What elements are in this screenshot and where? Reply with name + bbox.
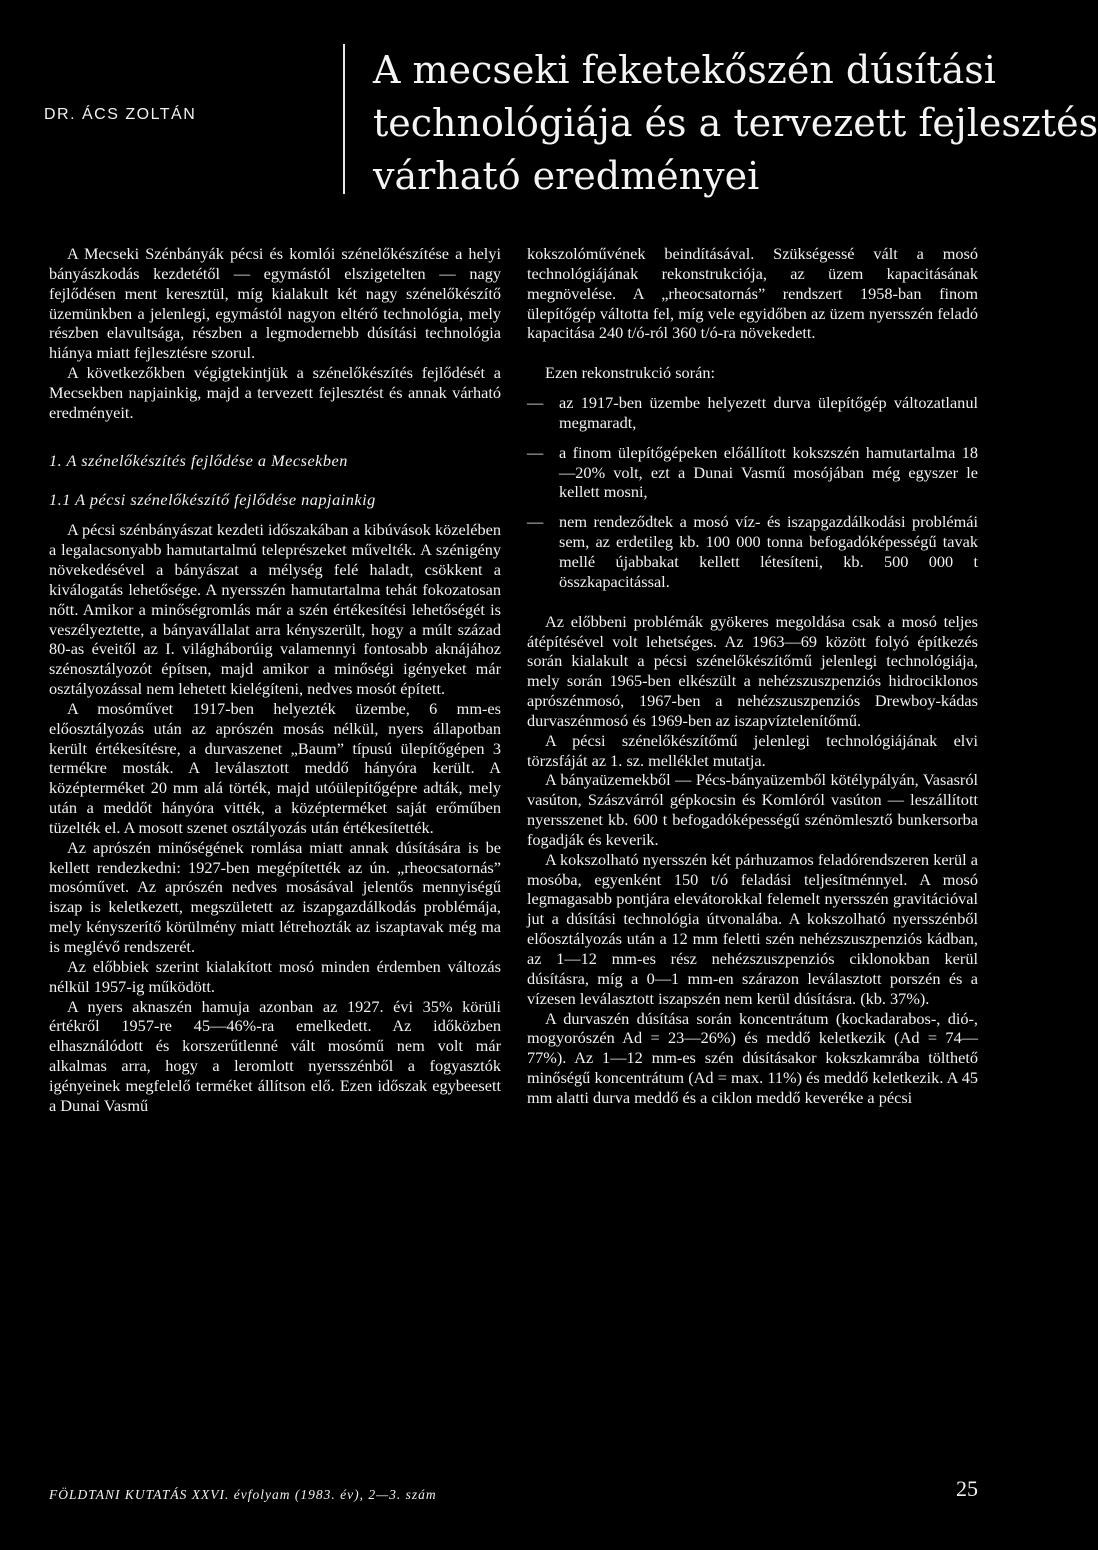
subsection-heading: 1.1 A pécsi szénelőkészítő fejlődése napjainkig bbox=[49, 490, 376, 510]
title-divider bbox=[343, 44, 345, 194]
section-heading: 1. A szénelőkészítés fejlődése a Mecsekben bbox=[49, 450, 348, 470]
paragraph: Ezen rekonstrukció során: bbox=[545, 363, 715, 383]
journal-citation: FÖLDTANI KUTATÁS XXVI. évfolyam (1983. év), 2—3. szám bbox=[49, 1487, 437, 1502]
dash-list bbox=[527, 393, 978, 592]
paragraph: Az előbbiek szerint kialakított mosó minden érdemben változás nélkül 1957-ig működött. bbox=[49, 956, 501, 996]
title-line: várható eredményei bbox=[373, 154, 760, 198]
paragraph: A pécsi szénelőkészítőmű jelenlegi technológiájának elvi törzsfáját az 1. sz. melléklet mutatja. bbox=[527, 730, 978, 770]
paragraph: A Mecseki Szénbányák pécsi és komlói szénelőkészítése a helyi bányászkodás kezdetétől — egymástól elszigetelten — nagy fejlődésen ment keresztül, míg kialakult két nagy szénelőkészítő üzemünkben a jelenlegi, egymástól nagyon eltérő technológia, mely részben elavultsága, részben a legmodernebb dúsítási technológia hiánya miatt fejlesztésre szorul. bbox=[49, 244, 501, 363]
list-item: — az 1917-ben üzembe helyezett durva ülepítőgép változatlanul megmaradt, bbox=[527, 393, 978, 433]
paragraph: Az aprószén minőségének romlása miatt annak dúsítására is be kellett rendezkedni: 1927-ben megépítették az ún. „rheocsatornás” mosóművet. Az aprószén nedves mosásával jelentős mennyiségű iszap is keletkezett, megszületett az iszapgazdálkodás problémája, mely kényszerítő körülmény miatt létrehozták az iszaptavak még ma is meglévő rendszerét. bbox=[49, 837, 501, 956]
paragraph: kokszolóművének beindításával. Szükségessé vált a mosó technológiájának rekonstrukciója, az üzem kapacitásának megnövelése. A „rheocsatornás” rendszert 1958-ban finom ülepítőgép váltotta fel, míg vele egyidőben az üzem nyersszén feladó kapacitása 240 t/ó-ról 360 t/ó-ra növekedett. bbox=[527, 244, 978, 343]
author-name: DR. ÁCS ZOLTÁN bbox=[44, 106, 197, 123]
title-line: A mecseki feketekőszén dúsítási bbox=[373, 48, 996, 92]
left-column bbox=[49, 244, 501, 1116]
title-line: technológiája és a tervezett fejlesztés bbox=[373, 101, 1098, 145]
paragraph: A bányaüzemekből — Pécs-bányaüzemből kötélypályán, Vasasról vasúton, Szászvárról gépkocsin és Komlóról vasúton — leszállított nyersszenet kb. 600 t befogadóképességű szénömlesztő bunkersorba fogadják és keverik. bbox=[527, 770, 978, 849]
page-number: 25 bbox=[956, 1476, 978, 1501]
paragraph: A következőkben végigtekintjük a szénelőkészítés fejlődését a Mecsekben napjainkig, majd a tervezett fejlesztést és annak várható eredményeit. bbox=[49, 363, 501, 422]
paragraph: A nyers aknaszén hamuja azonban az 1927. évi 35% körüli értékről 1957-re 45—46%-ra emelkedett. Az időközben elhasználódott és korszerűtlenné vált mosómű nem volt már alkalmas arra, hogy a leromlott nyersszénből a fogyasztók igényeinek megfelelő terméket állítson elő. Ezen időszak egybeesett a Dunai Vasmű bbox=[49, 996, 501, 1115]
paragraph: Az előbbeni problémák gyökeres megoldása csak a mosó teljes átépítésével volt lehetséges. Az 1963—69 között folyó építkezés során kialakult a pécsi szénelőkészítőmű jelenlegi technológiája, mely során 1965-ben elkészült a nehézszuszpenziós hidrociklonos aprószénmosó, 1967-ben a nehézszuszpenziós Drewboy-kádas durvaszénmosó és 1969-ben az iszapvíztelenítőmű. bbox=[527, 611, 978, 730]
right-column bbox=[527, 244, 978, 1108]
list-item: — a finom ülepítőgépeken előállított kokszszén hamutartalma 18—20% volt, ezt a Dunai Vasmű mosójában még egyszer le kellett mosni, bbox=[527, 443, 978, 503]
article-title bbox=[373, 44, 1098, 203]
paragraph: A mosóművet 1917-ben helyezték üzembe, 6 mm-es előosztályozás után az aprószén mosás nélkül, nyers állapotban került értékesítésre, a durvaszenet „Baum” típusú ülepítőgépen 3 termékre mosták. A leválasztott meddő hányóra került. A középterméket 20 mm alá törték, majd utóülepítőgépre adták, mely után a meddőt hányóra vitték, a középterméket saját erőműben tüzelték el. A mosott szenet osztályozás után értékesítették. bbox=[49, 698, 501, 837]
paragraph: A pécsi szénbányászat kezdeti időszakában a kibúvások közelében a legalacsonyabb hamutartalmú teleprészeket művelték. A szénigény növekedésével a bányászat a mélység felé haladt, csökkent a kiválogatás lehetősége. A nyersszén hamutartalma tehát fokozatosan nőtt. Amikor a minőségromlás már a szén értékesítési lehetőségét is veszélyeztette, a bányavállalat arra kényszerült, hogy a múlt század 80-as éveitől az I. világháborúig valamennyi fontosabb aknájához szénosztályozót építsen, majd amikor a minőségi igényeket már osztályozással nem lehetett kielégíteni, nedves mosót épített. bbox=[49, 520, 501, 699]
list-item: — nem rendeződtek a mosó víz- és iszapgazdálkodási problémái sem, az erdetileg kb. 100 000 tonna befogadóképességű tavak mellé újabbakat kellett létesíteni, kb. 500 000 t összkapacitással. bbox=[527, 512, 978, 591]
paragraph: A kokszolható nyersszén két párhuzamos feladórendszeren kerül a mosóba, egyenként 150 t/ó feladási teljesítménnyel. A mosó legmagasabb pontjára elevátorokkal felemelt nyersszén gravitációval jut a dúsítási technológia útvonalába. A kokszolható nyersszénből előosztályozás után a 12 mm feletti szén nehézszuszpenziós kádban, az 1—12 mm-es rész nehézszuszpenziós ciklonokban kerül dúsításra, míg a 0—1 mm-en szárazon leválasztott porszén és a vízesen leválasztott iszapszén nem kerül dúsításra. (kb. 37%). bbox=[527, 849, 978, 1008]
paragraph: A durvaszén dúsítása során koncentrátum (kockadarabos-, dió-, mogyorószén Ad = 23—26%) és meddő keletkezik (Ad = 74—77%). Az 1—12 mm-es szén dúsításakor kokszkamrába tölthető minőségű koncentrátum (Ad = max. 11%) és meddő keletkezik. A 45 mm alatti durva meddő és a ciklon meddő keveréke a pécsi bbox=[527, 1008, 978, 1107]
